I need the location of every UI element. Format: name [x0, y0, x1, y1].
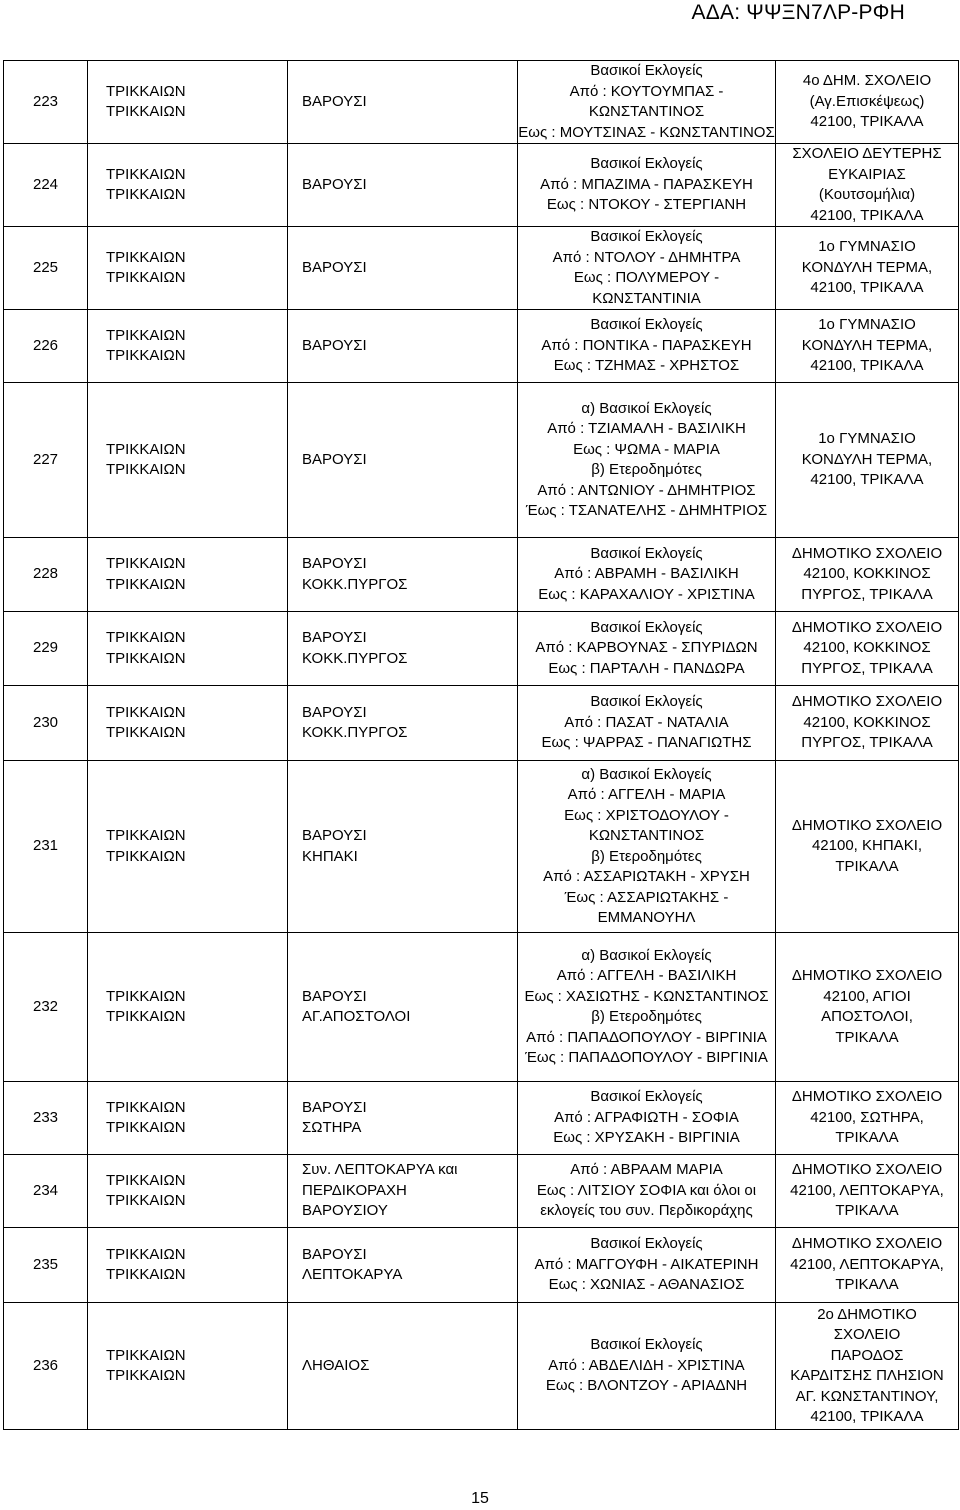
polling-place-line: ΠΥΡΓΟΣ, ΤΡΙΚΑΛΑ: [801, 659, 933, 677]
voters-cell: [518, 1303, 776, 1430]
municipality-line: ΤΡΙΚΚΑΙΩΝ: [106, 347, 186, 364]
polling-place-line: 42100, ΛΕΠΤΟΚΑΡΥΑ,: [790, 1181, 944, 1199]
area-line: ΚΟΚΚ.ΠΥΡΓΟΣ: [302, 724, 408, 741]
polling-place-cell: [776, 1155, 959, 1228]
area-cell: [288, 538, 518, 612]
table-row: [4, 1155, 959, 1228]
area-line: ΒΑΡΟΥΣΙ: [302, 336, 367, 354]
polling-place-line: ΚΟΝΔΥΛΗ ΤΕΡΜΑ,: [801, 258, 933, 276]
voters-line: Βασικοί Εκλογείς: [590, 1336, 703, 1354]
municipality-line: ΤΡΙΚΚΑΙΩΝ: [106, 1192, 186, 1209]
municipality-cell: [88, 227, 288, 310]
municipality-cell: [88, 1303, 288, 1430]
polling-place-cell: [776, 1228, 959, 1303]
polling-place-line: ΑΓ. ΚΩΝΣΤΑΝΤΙΝΟΥ,: [795, 1387, 939, 1405]
voters-line: Εως : ΝΤΟΚΟΥ - ΣΤΕΡΓΙΑΝΗ: [546, 196, 747, 214]
polling-place-line: 1ο ΓΥΜΝΑΣΙΟ: [818, 430, 916, 448]
voters-line: Από : ΑΒΡΑΑΜ ΜΑΡΙΑ: [570, 1161, 723, 1179]
municipality-line: ΤΡΙΚΚΑΙΩΝ: [106, 1171, 186, 1189]
polling-place-line: ΔΗΜΟΤΙΚΟ ΣΧΟΛΕΙΟ: [791, 618, 943, 636]
municipality-line: ΤΡΙΚΚΑΙΩΝ: [106, 461, 186, 478]
polling-place-line: (Αγ.Επισκέψεως): [809, 92, 925, 110]
municipality-cell: [88, 1228, 288, 1303]
municipality-line: ΤΡΙΚΚΑΙΩΝ: [106, 847, 186, 865]
voters-line: Βασικοί Εκλογείς: [590, 1088, 703, 1106]
voters-cell: [518, 383, 776, 538]
area-line: ΒΑΡΟΥΣΙ: [302, 555, 367, 572]
area-line: ΛΗΘΑΙΟΣ: [302, 1356, 370, 1374]
area-cell: [288, 61, 518, 144]
area-line: ΣΩΤΗΡΑ: [302, 1119, 362, 1136]
polling-place-line: ΠΑΡΟΔΟΣ: [830, 1346, 904, 1364]
municipality-line: ΤΡΙΚΚΑΙΩΝ: [106, 987, 186, 1005]
voters-line: Από : ΠΑΠΑΔΟΠΟΥΛΟΥ - ΒΙΡΓΙΝΙΑ: [526, 1028, 767, 1046]
polling-place-line: ΣΧΟΛΕΙΟ: [833, 1326, 901, 1343]
municipality-line: ΤΡΙΚΚΑΙΩΝ: [106, 1008, 186, 1025]
voters-line: Έως : ΠΑΠΑΔΟΠΟΥΛΟΥ - ΒΙΡΓΙΝΙΑ: [525, 1049, 768, 1066]
municipality-cell: [88, 1082, 288, 1155]
polling-place-cell: [776, 761, 959, 933]
voters-line: ΚΩΝΣΤΑΝΤΙΝΟΣ: [588, 827, 705, 844]
polling-place-cell: [776, 383, 959, 538]
voters-line: Βασικοί Εκλογείς: [590, 618, 703, 636]
municipality-line: ΤΡΙΚΚΑΙΩΝ: [106, 555, 186, 572]
polling-place-line: ΤΡΙΚΑΛΑ: [835, 1129, 899, 1147]
polling-place-line: ΤΡΙΚΑΛΑ: [835, 857, 899, 875]
area-cell: [288, 1082, 518, 1155]
voters-line: Από : ΑΓΓΕΛΗ - ΜΑΡΙΑ: [567, 786, 726, 803]
polling-place-cell: [776, 612, 959, 686]
municipality-line: ΤΡΙΚΚΑΙΩΝ: [106, 827, 186, 844]
area-cell: [288, 933, 518, 1082]
voters-line: ΚΩΝΣΤΑΝΤΙΝΙΑ: [592, 289, 701, 307]
voters-line: Από : ΑΝΤΩΝΙΟΥ - ΔΗΜΗΤΡΙΟΣ: [537, 481, 756, 499]
station-number-cell: 231: [4, 761, 88, 933]
area-cell: [288, 144, 518, 227]
area-line: ΒΑΡΟΥΣΙ: [302, 1245, 367, 1263]
station-number-cell: 226: [4, 310, 88, 383]
municipality-cell: [88, 612, 288, 686]
municipality-cell: [88, 538, 288, 612]
voters-line: Εως : ΠΟΛΥΜΕΡΟΥ -: [573, 269, 720, 286]
area-line: ΒΑΡΟΥΣΙ: [302, 629, 367, 646]
table-row: [4, 227, 959, 310]
voters-line: Εως : ΜΟΥΤΣΙΝΑΣ - ΚΩΝΣΤΑΝΤΙΝΟΣ: [518, 123, 775, 141]
area-cell: [288, 227, 518, 310]
voters-line: β) Ετεροδημότες: [591, 1008, 702, 1025]
polling-place-line: 42100, ΣΩΤΗΡΑ,: [810, 1108, 924, 1126]
municipality-cell: [88, 310, 288, 383]
voters-cell: [518, 612, 776, 686]
voters-line: Βασικοί Εκλογείς: [590, 155, 703, 173]
polling-place-line: ΚΑΡΔΙΤΣΗΣ ΠΛΗΣΙΟΝ: [790, 1367, 944, 1384]
station-number-cell: 229: [4, 612, 88, 686]
voters-cell: [518, 933, 776, 1082]
area-line: ΒΑΡΟΥΣΙ: [302, 450, 367, 468]
area-cell: [288, 1155, 518, 1228]
polling-place-cell: [776, 538, 959, 612]
polling-place-cell: [776, 933, 959, 1082]
polling-place-line: 42100, ΤΡΙΚΑΛΑ: [810, 1408, 924, 1425]
table-row: [4, 310, 959, 383]
area-line: ΒΑΡΟΥΣΙ: [302, 92, 367, 110]
voters-line: Εως : ΨΑΡΡΑΣ - ΠΑΝΑΓΙΩΤΗΣ: [541, 734, 752, 752]
voters-line: Από : ΑΣΣΑΡΙΩΤΑΚΗ - ΧΡΥΣΗ: [543, 868, 750, 885]
polling-place-line: 42100, ΤΡΙΚΑΛΑ: [810, 471, 924, 489]
municipality-cell: [88, 1155, 288, 1228]
area-line: ΒΑΡΟΥΣΙΟΥ: [302, 1202, 388, 1220]
polling-place-line: ΤΡΙΚΑΛΑ: [835, 1202, 899, 1220]
municipality-line: ΤΡΙΚΚΑΙΩΝ: [106, 103, 186, 120]
voters-line: Εως : ΧΡΙΣΤΟΔΟΥΛΟΥ -: [564, 806, 729, 824]
area-cell: [288, 1228, 518, 1303]
voters-line: Εως : ΧΑΣΙΩΤΗΣ - ΚΩΝΣΤΑΝΤΙΝΟΣ: [524, 987, 769, 1005]
polling-place-line: ΔΗΜΟΤΙΚΟ ΣΧΟΛΕΙΟ: [791, 816, 943, 834]
table-row: [4, 538, 959, 612]
area-line: ΚΗΠΑΚΙ: [302, 847, 358, 865]
municipality-line: ΤΡΙΚΚΑΙΩΝ: [106, 82, 186, 100]
voters-line: Από : ΤΖΙΑΜΑΛΗ - ΒΑΣΙΛΙΚΗ: [547, 420, 746, 437]
voters-line: Βασικοί Εκλογείς: [590, 62, 703, 79]
voters-cell: [518, 1082, 776, 1155]
voters-line: Έως : ΤΣΑΝΑΤΕΛΗΣ - ΔΗΜΗΤΡΙΟΣ: [525, 502, 768, 519]
table-row: [4, 1082, 959, 1155]
voters-line: Εως : ΧΡΥΣΑΚΗ - ΒΙΡΓΙΝΙΑ: [553, 1129, 740, 1147]
municipality-cell: [88, 383, 288, 538]
municipality-cell: [88, 933, 288, 1082]
voters-cell: [518, 310, 776, 383]
station-number-cell: 224: [4, 144, 88, 227]
station-number-cell: 227: [4, 383, 88, 538]
polling-place-line: ΠΥΡΓΟΣ, ΤΡΙΚΑΛΑ: [801, 585, 933, 603]
area-line: ΒΑΡΟΥΣΙ: [302, 1098, 367, 1116]
voters-cell: [518, 538, 776, 612]
polling-place-line: 42100, ΤΡΙΚΑΛΑ: [810, 113, 924, 131]
polling-place-line: 42100, ΤΡΙΚΑΛΑ: [810, 206, 924, 224]
municipality-line: ΤΡΙΚΚΑΙΩΝ: [106, 703, 186, 721]
station-number-cell: 235: [4, 1228, 88, 1303]
municipality-cell: [88, 61, 288, 144]
voters-line: Από : ΑΓΡΑΦΙΩΤΗ - ΣΟΦΙΑ: [554, 1108, 739, 1126]
voters-cell: [518, 761, 776, 933]
station-number-cell: 233: [4, 1082, 88, 1155]
area-line: ΒΑΡΟΥΣΙ: [302, 258, 367, 276]
polling-place-line: 42100, ΑΓΙΟΙ: [823, 987, 911, 1005]
polling-place-line: ΠΥΡΓΟΣ, ΤΡΙΚΑΛΑ: [801, 734, 933, 752]
polling-place-cell: [776, 1303, 959, 1430]
station-number-cell: 225: [4, 227, 88, 310]
polling-place-line: 1ο ΓΥΜΝΑΣΙΟ: [818, 316, 916, 334]
polling-place-line: 42100, ΛΕΠΤΟΚΑΡΥΑ,: [790, 1255, 944, 1273]
polling-place-cell: [776, 686, 959, 761]
voters-line: α) Βασικοί Εκλογείς: [581, 765, 712, 783]
municipality-cell: [88, 686, 288, 761]
polling-place-line: ΔΗΜΟΤΙΚΟ ΣΧΟΛΕΙΟ: [791, 1161, 943, 1179]
table-row: [4, 1228, 959, 1303]
area-cell: [288, 686, 518, 761]
polling-place-cell: [776, 1082, 959, 1155]
polling-place-cell: [776, 144, 959, 227]
municipality-line: ΤΡΙΚΚΑΙΩΝ: [106, 575, 186, 593]
polling-place-line: 1ο ΓΥΜΝΑΣΙΟ: [818, 238, 916, 256]
voters-cell: [518, 686, 776, 761]
voters-line: Από : ΚΑΡΒΟΥΝΑΣ - ΣΠΥΡΙΔΩΝ: [535, 639, 758, 657]
voters-line: Από : ΜΑΓΓΟΥΦΗ - ΑΙΚΑΤΕΡΙΝΗ: [534, 1255, 759, 1273]
area-cell: [288, 612, 518, 686]
polling-place-line: 4ο ΔΗΜ. ΣΧΟΛΕΙΟ: [802, 72, 932, 90]
municipality-line: ΤΡΙΚΚΑΙΩΝ: [106, 629, 186, 646]
table-row: [4, 686, 959, 761]
area-line: ΛΕΠΤΟΚΑΡΥΑ: [302, 1266, 403, 1283]
polling-place-cell: [776, 310, 959, 383]
area-line: ΒΑΡΟΥΣΙ: [302, 827, 367, 844]
polling-place-line: 2ο ΔΗΜΟΤΙΚΟ: [817, 1305, 917, 1323]
voters-line: Από : ΑΒΔΕΛΙΔΗ - ΧΡΙΣΤΙΝΑ: [548, 1356, 745, 1374]
voters-line: Βασικοί Εκλογείς: [590, 1235, 703, 1253]
municipality-cell: [88, 761, 288, 933]
polling-place-line: 42100, ΚΟΚΚΙΝΟΣ: [803, 565, 931, 583]
municipality-line: ΤΡΙΚΚΑΙΩΝ: [106, 165, 186, 183]
voters-line: ΚΩΝΣΤΑΝΤΙΝΟΣ: [588, 103, 705, 120]
polling-place-line: ΔΗΜΟΤΙΚΟ ΣΧΟΛΕΙΟ: [791, 693, 943, 711]
municipality-line: ΤΡΙΚΚΑΙΩΝ: [106, 1119, 186, 1136]
polling-place-line: ΚΟΝΔΥΛΗ ΤΕΡΜΑ,: [801, 450, 933, 468]
voters-line: Εως : ΤΖΗΜΑΣ - ΧΡΗΣΤΟΣ: [553, 357, 740, 375]
page-number: 15: [471, 1490, 489, 1507]
polling-place-line: ΤΡΙΚΑΛΑ: [835, 1028, 899, 1046]
voters-line: Εως : ΠΑΡΤΑΛΗ - ΠΑΝΔΩΡΑ: [548, 659, 745, 677]
voters-line: Εως : ΒΛΟΝΤΖΟΥ - ΑΡΙΑΔΝΗ: [545, 1377, 748, 1395]
area-line: ΒΑΡΟΥΣΙ: [302, 175, 367, 193]
voters-line: α) Βασικοί Εκλογείς: [581, 946, 712, 964]
municipality-line: ΤΡΙΚΚΑΙΩΝ: [106, 440, 186, 458]
table-row: [4, 761, 959, 933]
municipality-line: ΤΡΙΚΚΑΙΩΝ: [106, 248, 186, 266]
station-number-cell: 236: [4, 1303, 88, 1430]
ada-header: ΑΔΑ: ΨΨΞΝ7ΛΡ-ΡΦΗ: [691, 1, 905, 24]
voters-line: Εως : ΨΩΜΑ - ΜΑΡΙΑ: [573, 440, 720, 458]
municipality-line: ΤΡΙΚΚΑΙΩΝ: [106, 1346, 186, 1364]
voters-line: Βασικοί Εκλογείς: [590, 316, 703, 334]
voters-line: β) Ετεροδημότες: [591, 847, 702, 865]
voters-line: Από : ΠΑΣΑΤ - ΝΑΤΑΛΙΑ: [564, 713, 729, 731]
voters-line: Από : ΜΠΑΖΙΜΑ - ΠΑΡΑΣΚΕΥΗ: [540, 175, 753, 193]
voters-line: Εως : ΧΩΝΙΑΣ - ΑΘΑΝΑΣΙΟΣ: [548, 1276, 745, 1294]
station-number-cell: 234: [4, 1155, 88, 1228]
voters-line: Βασικοί Εκλογείς: [590, 228, 703, 245]
station-number-cell: 232: [4, 933, 88, 1082]
municipality-line: ΤΡΙΚΚΑΙΩΝ: [106, 1098, 186, 1116]
polling-place-line: (Κουτσομήλια): [818, 186, 916, 203]
voters-line: Από : ΠΟΝΤΙΚΑ - ΠΑΡΑΣΚΕΥΗ: [541, 336, 752, 354]
voters-line: β) Ετεροδημότες: [591, 461, 702, 478]
table-row: [4, 61, 959, 144]
polling-place-line: ΤΡΙΚΑΛΑ: [835, 1276, 899, 1294]
voters-cell: [518, 1155, 776, 1228]
area-line: ΚΟΚΚ.ΠΥΡΓΟΣ: [302, 649, 408, 667]
voters-line: α) Βασικοί Εκλογείς: [581, 399, 712, 417]
area-cell: [288, 383, 518, 538]
voters-line: Έως : ΑΣΣΑΡΙΩΤΑΚΗΣ -: [564, 888, 729, 906]
voters-line: Από : ΑΒΡΑΜΗ - ΒΑΣΙΛΙΚΗ: [554, 565, 739, 583]
voters-line: ΕΜΜΑΝΟΥΗΛ: [597, 909, 696, 926]
area-line: Συν. ΛΕΠΤΟΚΑΡΥΑ και: [302, 1161, 458, 1179]
municipality-line: ΤΡΙΚΚΑΙΩΝ: [106, 1367, 186, 1384]
area-cell: [288, 761, 518, 933]
municipality-line: ΤΡΙΚΚΑΙΩΝ: [106, 1266, 186, 1283]
voters-line: Βασικοί Εκλογείς: [590, 693, 703, 711]
area-line: ΑΓ.ΑΠΟΣΤΟΛΟΙ: [302, 1008, 411, 1025]
polling-place-line: ΔΗΜΟΤΙΚΟ ΣΧΟΛΕΙΟ: [791, 544, 943, 562]
municipality-line: ΤΡΙΚΚΑΙΩΝ: [106, 269, 186, 286]
voters-line: Βασικοί Εκλογείς: [590, 544, 703, 562]
voters-cell: [518, 144, 776, 227]
table-row: [4, 933, 959, 1082]
voters-cell: [518, 61, 776, 144]
area-line: ΠΕΡΔΙΚΟΡΑΧΗ: [302, 1181, 407, 1199]
area-line: ΚΟΚΚ.ΠΥΡΓΟΣ: [302, 575, 408, 593]
voters-line: Από : ΑΓΓΕΛΗ - ΒΑΣΙΛΙΚΗ: [556, 967, 737, 984]
polling-place-line: ΔΗΜΟΤΙΚΟ ΣΧΟΛΕΙΟ: [791, 967, 943, 984]
polling-place-cell: [776, 61, 959, 144]
voters-cell: [518, 1228, 776, 1303]
polling-place-line: ΑΠΟΣΤΟΛΟΙ,: [821, 1008, 913, 1025]
area-line: ΒΑΡΟΥΣΙ: [302, 703, 367, 721]
polling-place-line: 42100, ΤΡΙΚΑΛΑ: [810, 279, 924, 297]
station-number-cell: 223: [4, 61, 88, 144]
municipality-line: ΤΡΙΚΚΑΙΩΝ: [106, 649, 186, 667]
polling-place-line: ΔΗΜΟΤΙΚΟ ΣΧΟΛΕΙΟ: [791, 1088, 943, 1106]
municipality-cell: [88, 144, 288, 227]
voters-line: Εως : ΚΑΡΑΧΑΛΙΟΥ - ΧΡΙΣΤΙΝΑ: [538, 585, 755, 603]
station-number-cell: 228: [4, 538, 88, 612]
station-number-cell: 230: [4, 686, 88, 761]
polling-place-line: 42100, ΚΟΚΚΙΝΟΣ: [803, 639, 931, 657]
polling-place-line: ΣΧΟΛΕΙΟ ΔΕΥΤΕΡΗΣ: [792, 145, 942, 162]
table-row: [4, 612, 959, 686]
voters-line: Εως : ΛΙΤΣΙΟΥ ΣΟΦΙΑ και όλοι οι: [536, 1181, 757, 1199]
municipality-line: ΤΡΙΚΚΑΙΩΝ: [106, 1245, 186, 1263]
voters-line: Από : ΝΤΟΛΟΥ - ΔΗΜΗΤΡΑ: [552, 248, 741, 266]
municipality-line: ΤΡΙΚΚΑΙΩΝ: [106, 186, 186, 203]
table-row: [4, 144, 959, 227]
table-row: [4, 383, 959, 538]
area-cell: [288, 310, 518, 383]
area-line: ΒΑΡΟΥΣΙ: [302, 987, 367, 1005]
polling-place-line: ΕΥΚΑΙΡΙΑΣ: [828, 165, 906, 183]
polling-place-cell: [776, 227, 959, 310]
municipality-line: ΤΡΙΚΚΑΙΩΝ: [106, 326, 186, 344]
polling-place-line: 42100, ΚΟΚΚΙΝΟΣ: [803, 713, 931, 731]
polling-place-line: 42100, ΤΡΙΚΑΛΑ: [810, 357, 924, 375]
polling-place-line: 42100, ΚΗΠΑΚΙ,: [811, 837, 923, 855]
table-row: [4, 1303, 959, 1430]
polling-place-line: ΚΟΝΔΥΛΗ ΤΕΡΜΑ,: [801, 336, 933, 354]
voters-line: εκλογείς του συν. Περδικοράχης: [540, 1202, 753, 1220]
polling-stations-table: [3, 60, 959, 1430]
polling-place-line: ΔΗΜΟΤΙΚΟ ΣΧΟΛΕΙΟ: [791, 1235, 943, 1253]
area-cell: [288, 1303, 518, 1430]
municipality-line: ΤΡΙΚΚΑΙΩΝ: [106, 724, 186, 741]
voters-cell: [518, 227, 776, 310]
voters-line: Από : ΚΟΥΤΟΥΜΠΑΣ -: [569, 82, 724, 100]
